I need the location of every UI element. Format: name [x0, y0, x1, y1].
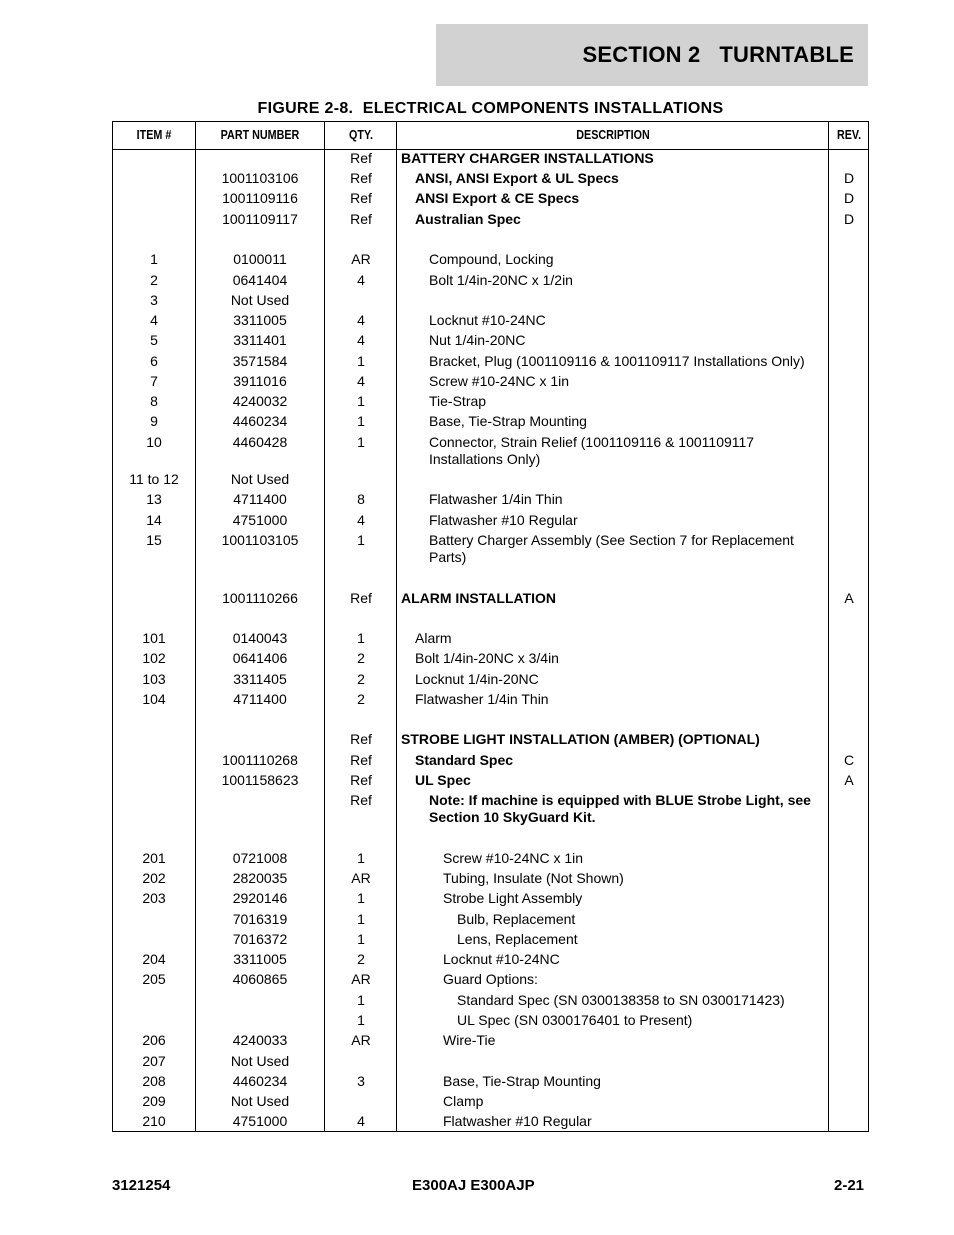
row-revision: A [844, 772, 854, 788]
row-item-number: 9 [150, 413, 158, 429]
row-quantity: 1 [357, 434, 365, 450]
row-quantity: Ref [350, 170, 372, 186]
row-quantity: Ref [350, 150, 372, 166]
row-part-number: 1001109117 [222, 211, 298, 227]
row-quantity: 1 [357, 413, 365, 429]
row-part-number: 7016372 [232, 931, 288, 947]
row-item-number: 3 [150, 292, 158, 308]
row-quantity: 1 [357, 393, 365, 409]
row-description: Bulb, Replacement [457, 911, 576, 927]
row-quantity: 4 [357, 512, 365, 528]
row-item-number: 202 [142, 870, 166, 886]
row-description: Locknut #10-24NC [443, 951, 560, 967]
row-item-number: 104 [142, 691, 166, 707]
row-part-number: 4751000 [232, 1113, 288, 1129]
row-item-number: 204 [142, 951, 166, 967]
row-description: ANSI, ANSI Export & UL Specs [415, 170, 619, 186]
row-quantity: 1 [357, 890, 365, 906]
row-quantity: Ref [350, 752, 372, 768]
row-description: Connector, Strain Relief (1001109116 & 1001109117 Installations Only) [429, 434, 755, 467]
row-quantity: AR [351, 971, 371, 987]
row-description: ALARM INSTALLATION [401, 590, 557, 606]
row-item-number: 11 to 12 [129, 471, 179, 487]
row-part-number: Not Used [230, 1053, 290, 1069]
column-header-rev: REV. [836, 128, 862, 142]
row-item-number: 103 [142, 671, 166, 687]
row-quantity: AR [351, 251, 371, 267]
row-quantity: 1 [357, 992, 365, 1008]
row-part-number: 4460234 [232, 1073, 288, 1089]
row-part-number: 4711400 [233, 691, 287, 707]
footer-model: E300AJ E300AJP [412, 1177, 535, 1194]
row-part-number: 7016319 [232, 911, 288, 927]
row-quantity: Ref [350, 190, 372, 206]
row-description: Base, Tie-Strap Mounting [429, 413, 587, 429]
row-part-number: Not Used [230, 471, 290, 487]
row-item-number: 15 [146, 532, 162, 548]
row-item-number: 6 [150, 353, 158, 369]
row-description: Tubing, Insulate (Not Shown) [443, 870, 624, 886]
row-item-number: 4 [150, 312, 158, 328]
row-quantity: 1 [357, 532, 365, 548]
row-quantity: 2 [357, 650, 365, 666]
row-quantity: 1 [357, 911, 365, 927]
row-part-number: 3911016 [233, 373, 287, 389]
row-part-number: 4060865 [232, 971, 288, 987]
row-description: Compound, Locking [429, 251, 554, 267]
row-description: Locknut 1/4in-20NC [415, 671, 539, 687]
column-divider [828, 122, 829, 1131]
row-part-number: 1001158623 [221, 772, 299, 788]
row-part-number: Not Used [230, 292, 290, 308]
row-quantity: 2 [357, 951, 365, 967]
row-quantity: 4 [357, 373, 365, 389]
row-part-number: 2820035 [232, 870, 288, 886]
row-item-number: 2 [150, 272, 158, 288]
footer-doc-number: 3121254 [112, 1177, 171, 1194]
row-description: Tie-Strap [429, 393, 487, 409]
figure-title: FIGURE 2-8. ELECTRICAL COMPONENTS INSTALLATIONS [257, 100, 724, 117]
column-header-qty: QTY. [349, 128, 373, 142]
row-quantity: 4 [357, 312, 365, 328]
row-description: UL Spec (SN 0300176401 to Present) [457, 1012, 693, 1028]
row-item-number: 207 [142, 1053, 166, 1069]
row-item-number: 203 [142, 890, 166, 906]
row-description: Clamp [443, 1093, 484, 1109]
row-item-number: 14 [146, 512, 162, 528]
row-revision: C [843, 752, 855, 768]
row-item-number: 101 [142, 630, 166, 646]
row-description: Screw #10-24NC x 1in [443, 850, 584, 866]
row-part-number: 4240032 [232, 393, 288, 409]
row-quantity: 4 [357, 272, 365, 288]
row-quantity: 4 [357, 332, 365, 348]
row-quantity: 1 [357, 850, 365, 866]
row-item-number: 208 [142, 1073, 166, 1089]
row-description: UL Spec [415, 772, 471, 788]
row-part-number: 3311005 [233, 951, 287, 967]
row-item-number: 5 [150, 332, 158, 348]
column-header-item: ITEM # [136, 128, 172, 142]
row-quantity: 2 [357, 671, 365, 687]
row-part-number: 0721008 [232, 850, 288, 866]
row-revision: D [843, 170, 855, 186]
row-part-number: 3571584 [232, 353, 288, 369]
row-description: Battery Charger Assembly (See Section 7 for Replacement Parts) [429, 532, 794, 565]
row-quantity: 8 [357, 491, 365, 507]
row-description: Bracket, Plug (1001109116 & 1001109117 Installations Only) [429, 353, 805, 369]
row-revision: D [843, 190, 855, 206]
row-part-number: 3311005 [233, 312, 287, 328]
row-description: Flatwasher 1/4in Thin [429, 491, 563, 507]
row-description: Flatwasher #10 Regular [429, 512, 578, 528]
row-part-number: 3311401 [233, 332, 287, 348]
row-quantity: AR [351, 870, 371, 886]
row-part-number: 0100011 [233, 251, 287, 267]
row-item-number: 210 [142, 1113, 166, 1129]
row-part-number: 1001103106 [221, 170, 299, 186]
row-quantity: 1 [357, 931, 365, 947]
row-quantity: 3 [357, 1073, 365, 1089]
row-part-number: 1001110266 [222, 590, 298, 606]
row-description: Locknut #10-24NC [429, 312, 546, 328]
row-part-number: Not Used [230, 1093, 290, 1109]
row-quantity: 2 [357, 691, 365, 707]
row-item-number: 206 [142, 1032, 166, 1048]
column-header-part-number: PART NUMBER [220, 128, 300, 142]
row-description: BATTERY CHARGER INSTALLATIONS [401, 150, 654, 166]
row-quantity: 1 [357, 353, 365, 369]
row-description: Screw #10-24NC x 1in [429, 373, 570, 389]
row-revision: A [844, 590, 854, 606]
row-item-number: 13 [146, 491, 162, 507]
row-item-number: 10 [146, 434, 162, 450]
row-quantity: Ref [350, 792, 372, 808]
row-description: ANSI Export & CE Specs [415, 190, 580, 206]
row-description: Flatwasher 1/4in Thin [415, 691, 549, 707]
row-part-number: 0641404 [232, 272, 288, 288]
row-part-number: 1001109116 [222, 190, 298, 206]
row-quantity: 4 [357, 1113, 365, 1129]
row-quantity: Ref [350, 731, 372, 747]
row-item-number: 201 [142, 850, 166, 866]
row-item-number: 205 [142, 971, 166, 987]
row-quantity: 1 [357, 630, 365, 646]
row-description: Wire-Tie [443, 1032, 496, 1048]
parts-table [112, 121, 869, 1132]
row-description: Base, Tie-Strap Mounting [443, 1073, 601, 1089]
row-description: Nut 1/4in-20NC [429, 332, 526, 348]
row-part-number: 4240033 [232, 1032, 288, 1048]
row-quantity: Ref [350, 211, 372, 227]
row-part-number: 1001110268 [222, 752, 298, 768]
footer-page-number: 2-21 [834, 1177, 865, 1194]
row-part-number: 4460428 [232, 434, 288, 450]
row-description: Bolt 1/4in-20NC x 3/4in [415, 650, 559, 666]
row-description: Alarm [415, 630, 452, 646]
row-item-number: 7 [150, 373, 158, 389]
row-item-number: 209 [142, 1093, 166, 1109]
row-description: Standard Spec [415, 752, 514, 768]
row-description: Strobe Light Assembly [443, 890, 583, 906]
row-part-number: 0140043 [232, 630, 288, 646]
row-part-number: 3311405 [233, 671, 287, 687]
row-part-number: 0641406 [232, 650, 288, 666]
row-description: STROBE LIGHT INSTALLATION (AMBER) (OPTIONAL) [401, 731, 760, 747]
row-description: Lens, Replacement [457, 931, 578, 947]
row-quantity: Ref [350, 590, 372, 606]
row-item-number: 1 [150, 251, 158, 267]
row-item-number: 8 [150, 393, 158, 409]
row-quantity: 1 [357, 1012, 365, 1028]
row-part-number: 1001103105 [221, 532, 299, 548]
row-description: Bolt 1/4in-20NC x 1/2in [429, 272, 573, 288]
row-description: Standard Spec (SN 0300138358 to SN 0300171423) [457, 992, 785, 1008]
row-part-number: 4751000 [232, 512, 288, 528]
row-description: Australian Spec [415, 211, 521, 227]
row-quantity: Ref [350, 772, 372, 788]
row-part-number: 2920146 [232, 890, 288, 906]
row-revision: D [843, 211, 855, 227]
row-description: Guard Options: [443, 971, 538, 987]
row-quantity: AR [351, 1032, 371, 1048]
section-title: SECTION 2 TURNTABLE [582, 42, 854, 67]
column-header-description: DESCRIPTION [576, 128, 650, 142]
row-part-number: 4460234 [232, 413, 288, 429]
row-description: Flatwasher #10 Regular [443, 1113, 592, 1129]
row-description: Note: If machine is equipped with BLUE Strobe Light, see Section 10 SkyGuard Kit. [429, 792, 811, 825]
row-part-number: 4711400 [233, 491, 287, 507]
section-header-box [436, 24, 868, 86]
row-item-number: 102 [142, 650, 166, 666]
